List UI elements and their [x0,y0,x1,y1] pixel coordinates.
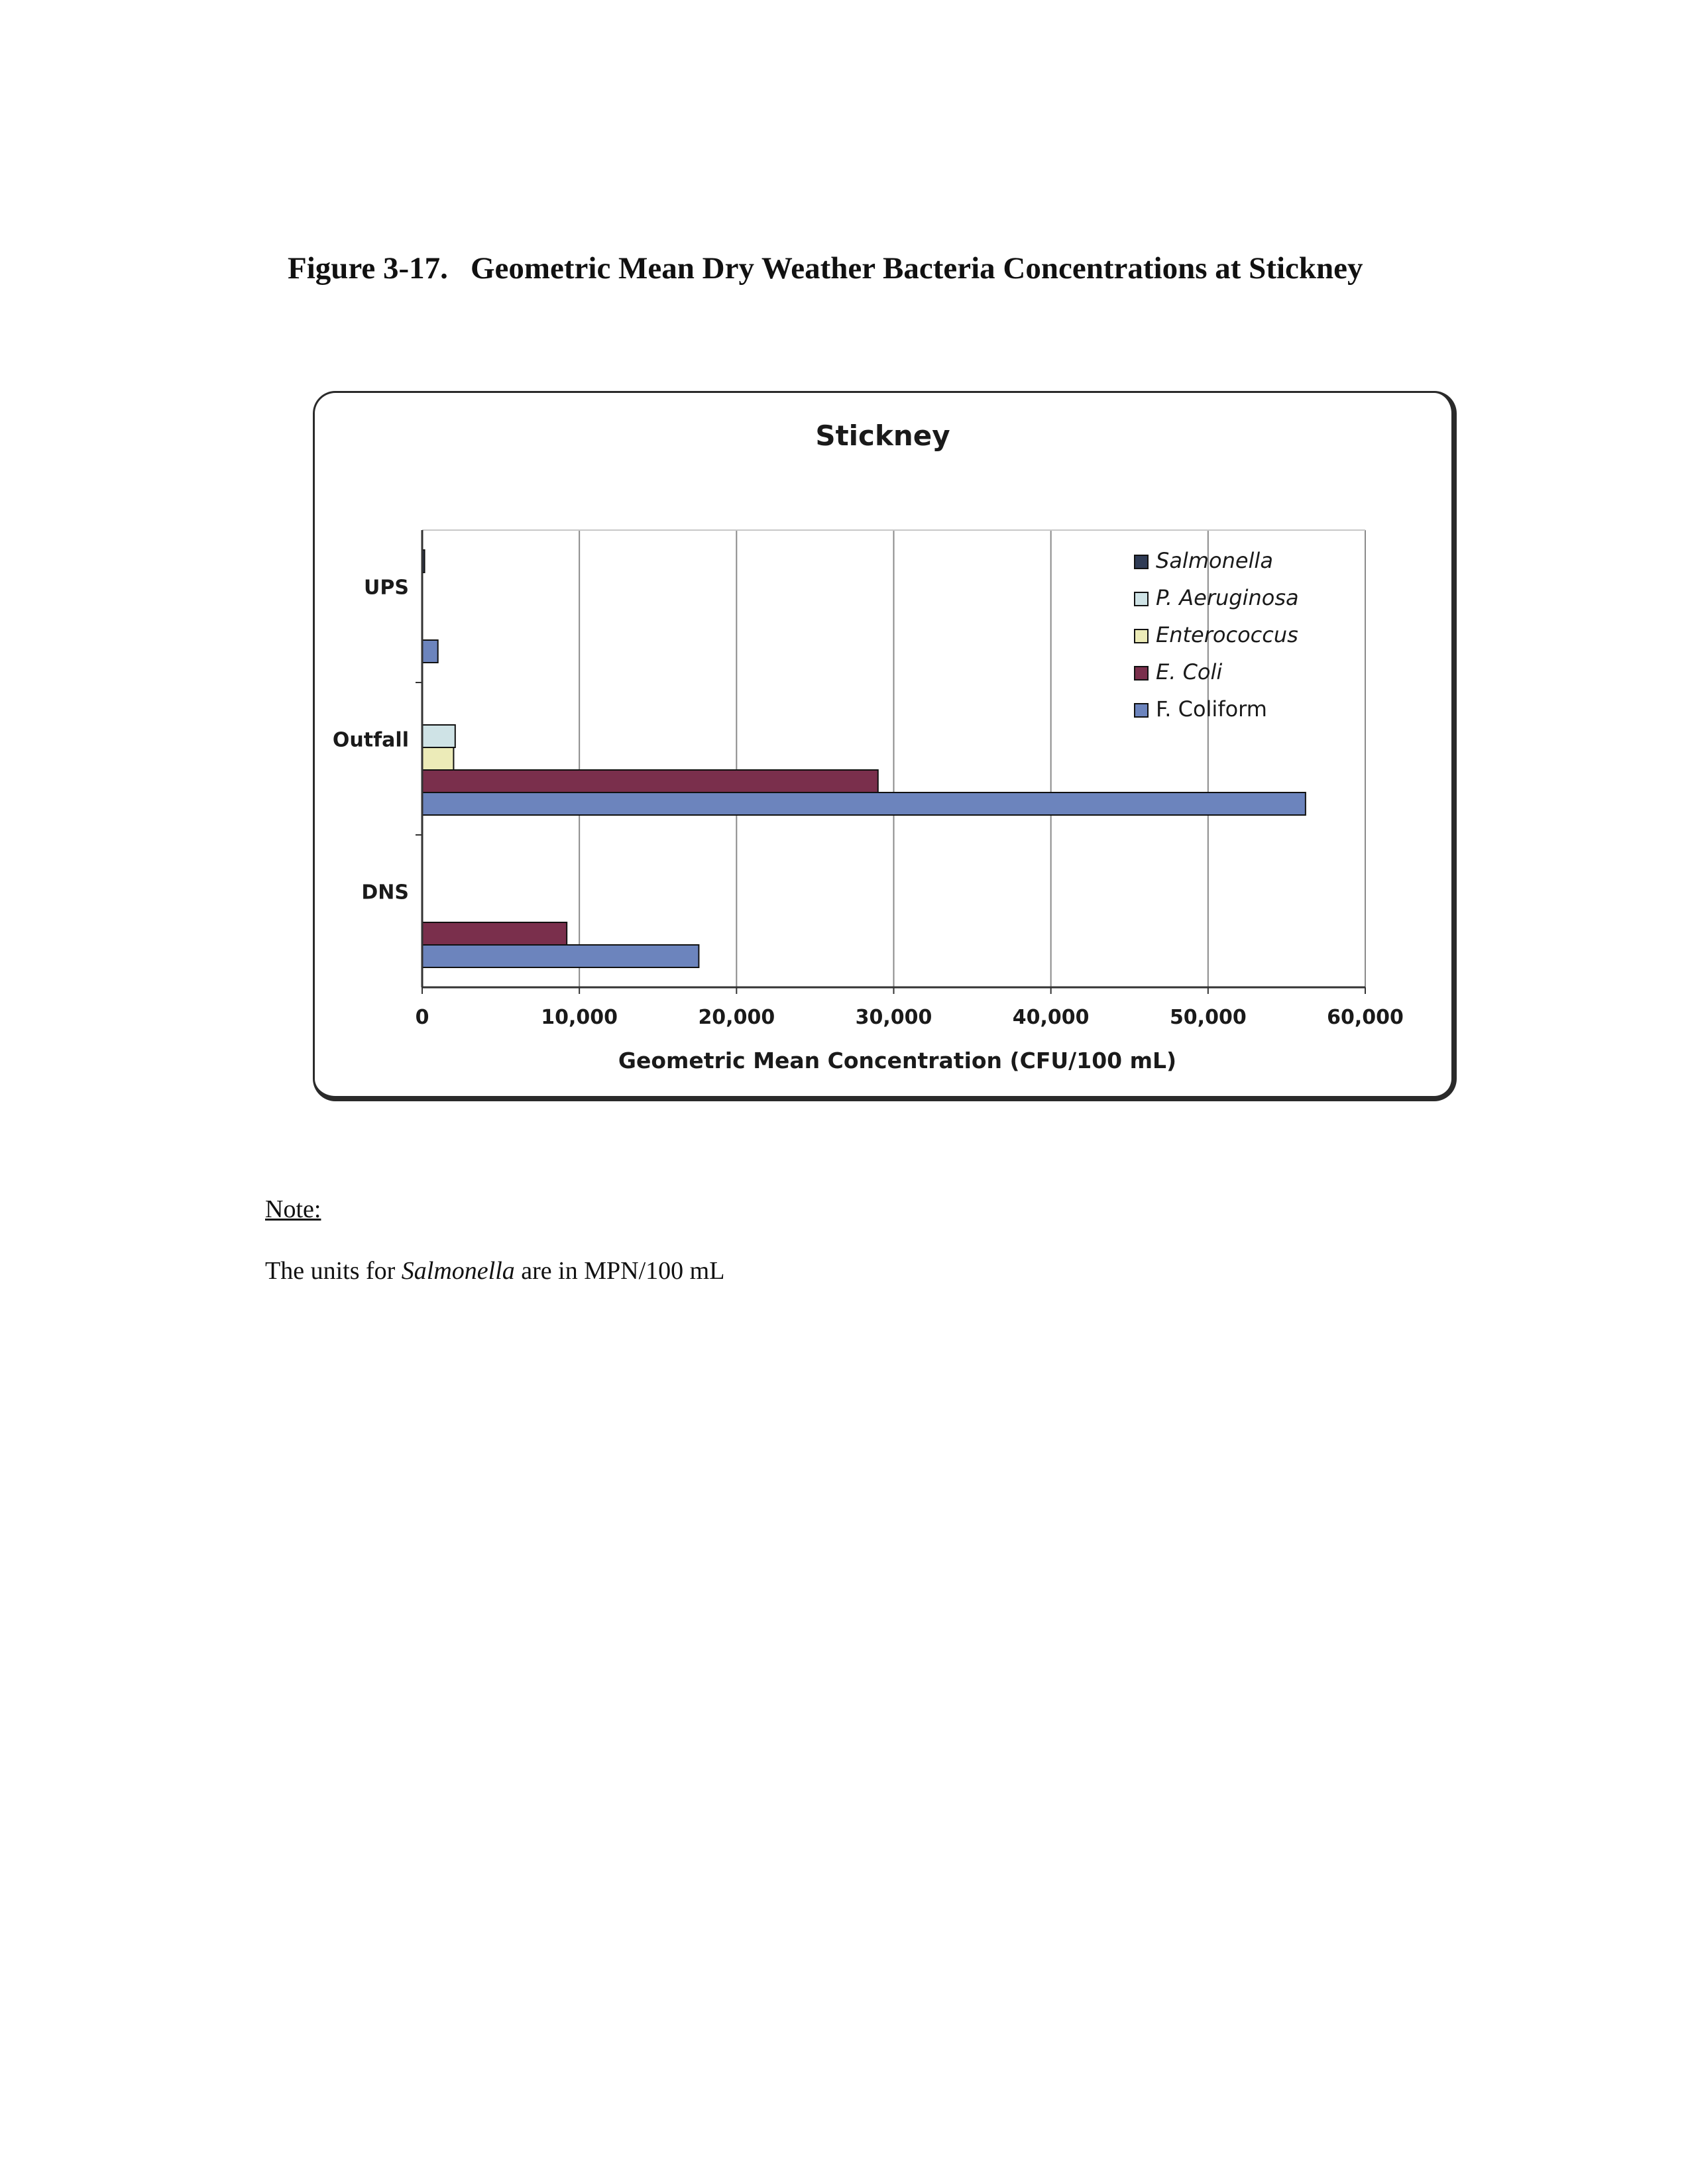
chart-title: Stickney [815,419,950,452]
legend-entry: E. Coli [1156,659,1223,684]
note-text-end: are in MPN/100 mL [514,1257,725,1285]
figure-title: Geometric Mean Dry Weather Bacteria Concentrations at Stickney [470,251,1363,286]
x-tick-label: 50,000 [1169,1006,1247,1029]
y-category-label: DNS [361,881,409,904]
x-tick-label: 40,000 [1012,1006,1090,1029]
figure-caption [288,250,1454,286]
x-tick-label: 30,000 [855,1006,932,1029]
note-text-italic: Salmonella [401,1257,515,1285]
legend-entry: P. Aeruginosa [1156,585,1299,610]
note-heading: Note: [265,1195,321,1223]
x-tick-label: 10,000 [541,1006,618,1029]
x-tick-label: 60,000 [1327,1006,1404,1029]
legend-entry: Salmonella [1156,548,1273,573]
y-category-label: Outfall [332,728,409,752]
x-axis-label: Geometric Mean Concentration (CFU/100 mL) [618,1048,1177,1073]
legend-entry: Enterococcus [1156,622,1298,647]
note-text-start: The units for [265,1257,402,1285]
x-tick-label: 0 [415,1006,429,1029]
figure-number: Figure 3-17. [288,251,448,286]
legend-entry: F. Coliform [1156,696,1267,722]
y-category-label: UPS [364,576,409,600]
x-tick-label: 20,000 [698,1006,775,1029]
note-text [265,1256,724,1285]
chart-frame [313,391,1457,1101]
